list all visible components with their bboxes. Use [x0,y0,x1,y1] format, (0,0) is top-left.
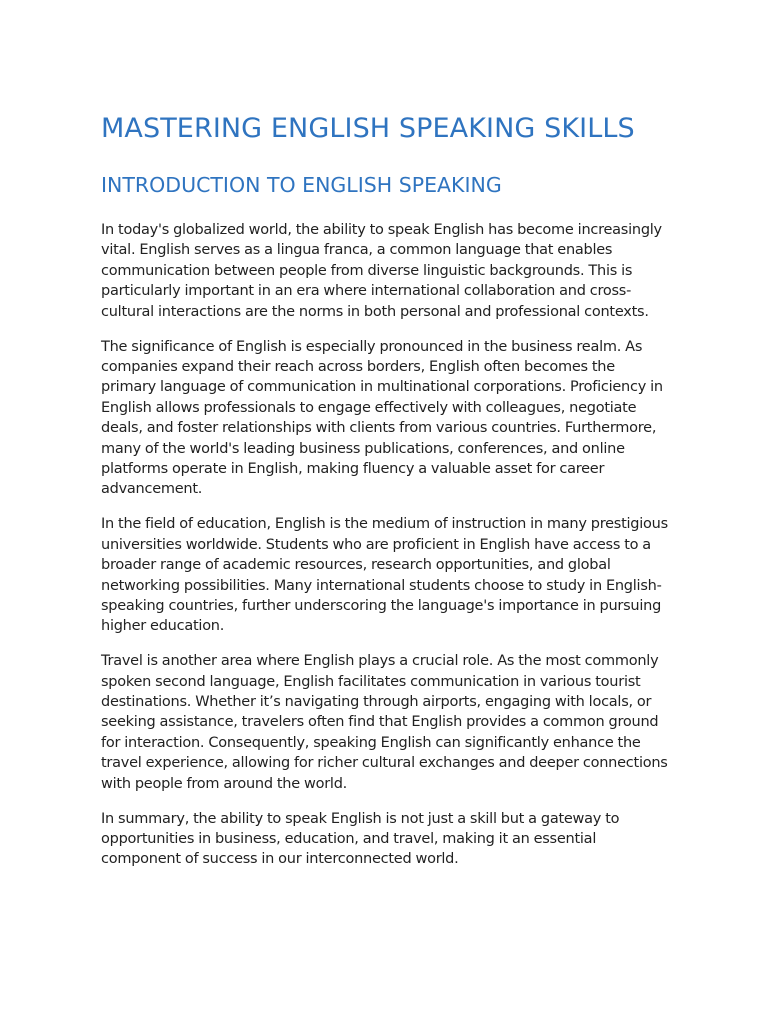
paragraph-business: The significance of English is especially pronounced in the business realm. As companies expand their reach across borders, English often becomes the primary language of communication in multinational corporations. Proficiency in English allows professionals to engage effectively with colleagues, negotiate deals, and foster relationships with clients from various countries. Furthermore, many of the world's leading business publications, conferences, and online platforms operate in English, making fluency a valuable asset for career advancement. [101,338,663,498]
body-text [101,220,671,870]
paragraph-summary: In summary, the ability to speak English is not just a skill but a gateway to opportunities in business, education, and travel, making it an essential component of success in our interconnected world. [101,810,620,868]
paragraph-travel: Travel is another area where English plays a crucial role. As the most commonly spoken second language, English facilitates communication in various tourist destinations. Whether it’s navigating through airports, engaging with locals, or seeking assistance, travelers often find that English provides a common ground for interaction. Consequently, speaking English can significantly enhance the travel experience, allowing for richer cultural exchanges and deeper connections with people from around the world. [101,653,668,792]
paragraph-education: In the field of education, English is the medium of instruction in many prestigious universities worldwide. Students who are proficient in English have access to a broader range of academic resources, research opportunities, and global networking possibilities. Many international students choose to study in English-speaking countries, further underscoring the language's importance in pursuing higher education. [101,516,668,635]
document-title: MASTERING ENGLISH SPEAKING SKILLS [101,113,635,144]
section-heading: INTRODUCTION TO ENGLISH SPEAKING [101,173,502,197]
document-page [101,108,671,884]
paragraph-intro: In today's globalized world, the ability to speak English has become increasingly vital. English serves as a lingua franca, a common language that enables communication between people from diverse linguistic backgrounds. This is particularly important in an era where international collaboration and cross-cultural interactions are the norms in both personal and professional contexts. [101,222,662,320]
